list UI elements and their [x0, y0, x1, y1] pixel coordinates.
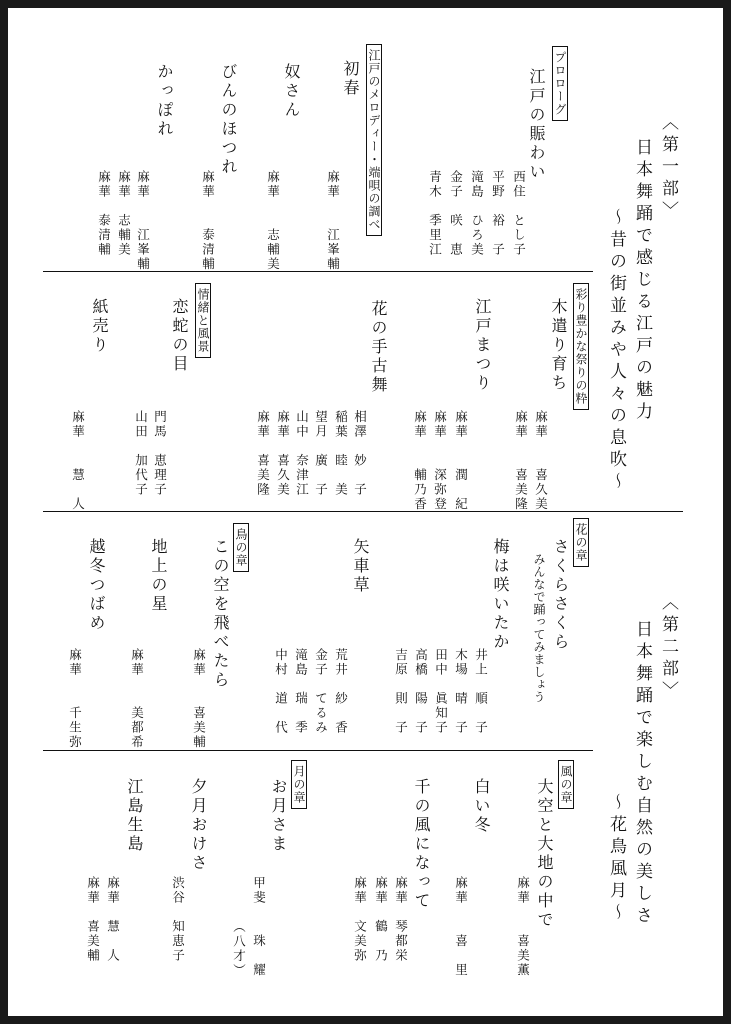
performer-name: 麻華 志輔美	[265, 170, 281, 272]
program-title: 江島生島	[125, 778, 144, 854]
section-tag-melody: 江戸のメロディー・端唄の調べ	[366, 44, 382, 236]
performer-name: 麻華 喜美輔	[85, 876, 101, 963]
performer-name: 麻華 喜美薫	[515, 876, 531, 978]
performer-age: （八才）	[231, 920, 247, 978]
performer-name: 麻華 美都希	[129, 648, 145, 750]
performer-name: 滝島 ひろ美	[469, 170, 485, 257]
program-title: かっぽれ	[155, 63, 174, 139]
section-tag-prologue: プロローグ	[552, 46, 568, 121]
divider	[43, 511, 683, 512]
program-title: 越冬つばめ	[87, 538, 106, 633]
performer-name: 滝島 瑞 季	[293, 648, 309, 735]
performer-name: 麻華 琴都栄	[393, 876, 409, 963]
performer-name: 麻華 喜 里	[453, 876, 469, 978]
performer-name: 麻華 深弥登	[432, 410, 448, 512]
divider	[43, 271, 593, 272]
performer-name: 吉原 則 子	[393, 648, 409, 735]
part1-title: 日本舞踊で感じる江戸の魅力	[632, 138, 652, 424]
program-title: 矢車草	[351, 538, 370, 595]
performer-name: 井上 順 子	[473, 648, 489, 735]
divider	[43, 750, 593, 751]
performer-name: 麻華 慧 人	[70, 410, 86, 512]
performer-name: 門馬 恵理子	[152, 410, 168, 497]
program-title: 初春	[341, 60, 360, 98]
performer-name: 麻華 輔乃香	[412, 410, 428, 512]
performer-name: 山田 加代子	[133, 410, 149, 497]
part2-label: 〈第二部〉	[658, 593, 678, 703]
performer-name: 麻華 泰清輔	[96, 170, 112, 257]
program-title: 江戸の賑わい	[527, 68, 546, 182]
program-title: 木遣り育ち	[549, 298, 568, 393]
program-title: 大空と大地の中で	[535, 778, 554, 930]
program-title: 白い冬	[472, 778, 491, 835]
performer-name: 望月 廣 子	[313, 410, 329, 497]
performer-name: 麻華 鶴 乃	[373, 876, 389, 963]
program-title: お月さま	[269, 778, 288, 854]
performer-name: 平野 裕 子	[490, 170, 506, 257]
program-page	[8, 8, 723, 1016]
part1-subtitle: 〜昔の街並みや人々の息吹〜	[606, 208, 626, 494]
performer-name: 麻華 潤 紀	[453, 410, 469, 512]
program-subtitle: みんなで踊ってみましょう	[532, 553, 546, 703]
program-title: 紙売り	[90, 298, 109, 355]
performer-name: 西住 とし子	[511, 170, 527, 257]
performer-name: 木場 晴 子	[453, 648, 469, 735]
performer-name: 麻華 喜久美	[533, 410, 549, 512]
performer-name: 中村 道 代	[273, 648, 289, 735]
performer-name: 相澤 妙 子	[352, 410, 368, 497]
performer-name: 麻華 江峯輔	[325, 170, 341, 272]
performer-name: 麻華 喜美隆	[255, 410, 271, 497]
program-title: びんのほつれ	[219, 63, 238, 177]
part1-label: 〈第一部〉	[658, 113, 678, 223]
performer-name: 麻華 喜美輔	[191, 648, 207, 750]
performer-name: 金子 てるみ	[313, 648, 329, 735]
program-title: 花の手古舞	[369, 300, 388, 395]
performer-name: 金子 咲 恵	[448, 170, 464, 257]
part2-subtitle: 〜花鳥風月〜	[606, 793, 626, 925]
program-title: 恋蛇の目	[170, 298, 189, 374]
section-tag-wind: 風の章	[558, 760, 574, 809]
program-title: 奴さん	[282, 63, 301, 120]
section-tag-festival: 彩り豊かな祭りの粋	[573, 283, 589, 410]
performer-name: 麻華 江峯輔	[135, 170, 151, 272]
section-tag-bird: 鳥の章	[233, 523, 249, 572]
performer-name: 麻華 志輔美	[116, 170, 132, 257]
program-title: さくらさくら	[551, 538, 570, 652]
program-title: 千の風になって	[412, 778, 431, 911]
performer-name: 青木 季里江	[427, 170, 443, 257]
performer-name: 麻華 千生弥	[67, 648, 83, 750]
performer-name: 山中 奈津江	[294, 410, 310, 497]
program-title: 江戸まつり	[473, 298, 492, 393]
section-tag-flower: 花の章	[573, 518, 589, 567]
performer-name: 甲斐 珠 耀	[251, 876, 267, 978]
performer-name: 麻華 喜久美	[275, 410, 291, 497]
performer-name: 麻華 慧 人	[105, 876, 121, 963]
program-title: 地上の星	[149, 538, 168, 614]
performer-name: 麻華 泰清輔	[200, 170, 216, 272]
program-title: 夕月おけさ	[189, 778, 208, 873]
performer-name: 稲葉 睦 美	[333, 410, 349, 497]
performer-name: 麻華 喜美隆	[513, 410, 529, 512]
section-tag-moon: 月の章	[291, 760, 307, 809]
performer-name: 荒井 紗 香	[333, 648, 349, 735]
program-title: 梅は咲いたか	[491, 538, 510, 652]
program-title: この空を飛べたら	[211, 538, 230, 690]
part2-title: 日本舞踊で楽しむ自然の美しさ	[632, 620, 652, 928]
performer-name: 麻華 文美弥	[352, 876, 368, 963]
performer-name: 渋谷 知恵子	[170, 876, 186, 963]
performer-name: 田中 眞知子	[433, 648, 449, 735]
section-tag-feelings: 情緒と風景	[195, 283, 211, 358]
performer-name: 高橋 陽 子	[413, 648, 429, 735]
